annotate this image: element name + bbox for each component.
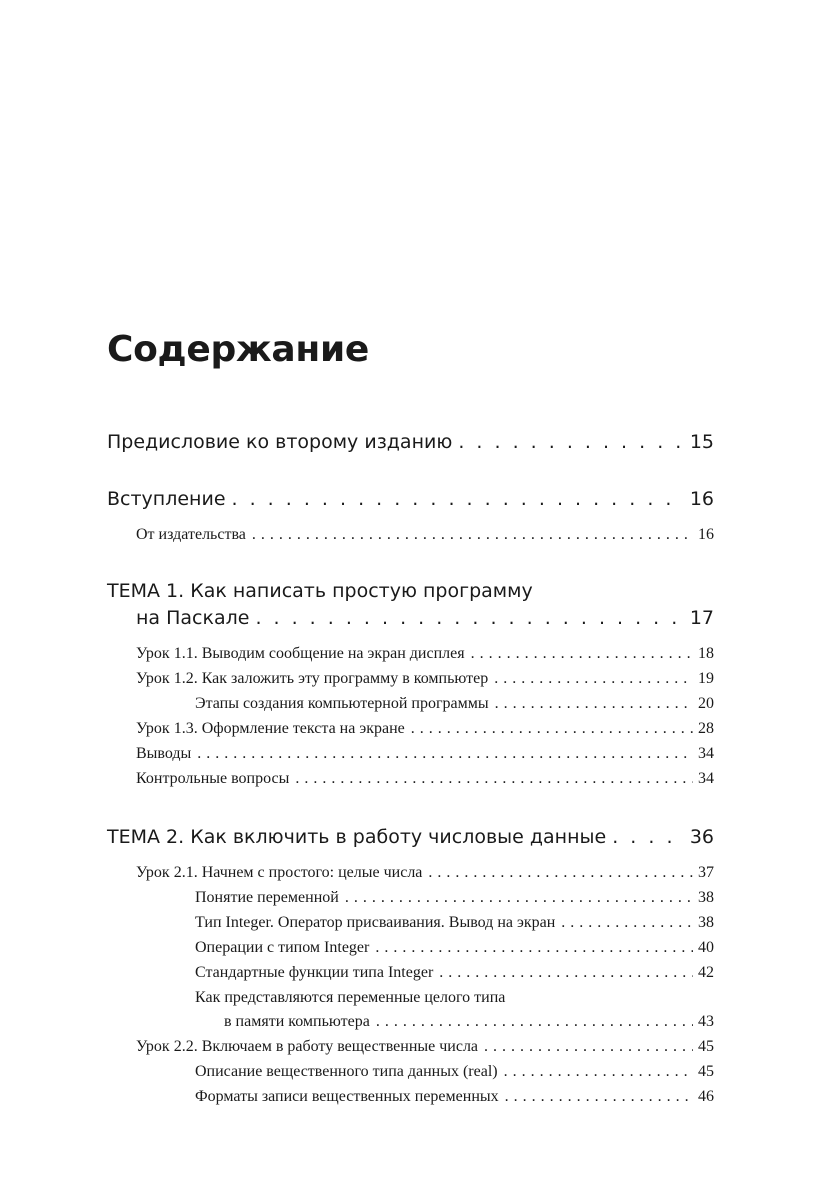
toc-entry-text: Понятие переменной (195, 889, 339, 906)
toc-page-number: 45 (698, 1063, 714, 1080)
toc-page-number: 17 (689, 607, 714, 629)
page-title: Содержание (107, 329, 370, 370)
toc-page-number: 16 (689, 488, 714, 510)
toc-leader-dots (255, 607, 684, 629)
toc-leader-dots (471, 645, 693, 663)
toc-page-number: 46 (698, 1088, 714, 1105)
toc-entry-text: Урок 1.2. Как заложить эту программу в компьютер (136, 670, 489, 687)
toc-page-number: 20 (698, 695, 714, 712)
toc-entry-variable-concept[interactable] (0, 889, 714, 907)
toc-entry-topic-1[interactable] (0, 607, 714, 629)
toc-leader-dots (252, 526, 693, 544)
toc-leader-dots (484, 1038, 693, 1056)
toc-leader-dots (439, 964, 693, 982)
toc-page-number: 34 (698, 770, 714, 787)
toc-entry-lesson-2-1[interactable] (0, 864, 714, 882)
toc-page-number: 37 (698, 864, 714, 881)
toc-page-number: 34 (698, 745, 714, 762)
toc-entry-real-type[interactable] (0, 1063, 714, 1081)
toc-entry-integer-functions[interactable] (0, 964, 714, 982)
toc-entry-publisher[interactable] (0, 526, 714, 544)
toc-page-number: 42 (698, 964, 714, 981)
toc-entry-text: Форматы записи вещественных переменных (195, 1088, 499, 1105)
toc-page-number: 28 (698, 720, 714, 737)
toc-leader-dots (295, 770, 693, 788)
toc-entry-text: Вступление (107, 488, 226, 510)
toc-page-number: 38 (698, 914, 714, 931)
toc-entry-integer-operations[interactable] (0, 939, 714, 957)
toc-entry-conclusions[interactable] (0, 745, 714, 763)
toc-entry-lesson-1-1[interactable] (0, 645, 714, 663)
toc-entry-text: Выводы (136, 745, 192, 762)
toc-entry-text: Урок 1.1. Выводим сообщение на экран дисплея (136, 645, 465, 662)
toc-page-number: 15 (689, 431, 714, 453)
toc-page-number: 43 (698, 1013, 714, 1030)
toc-leader-dots (428, 864, 693, 882)
toc-entry-text: Урок 1.3. Оформление текста на экране (136, 720, 405, 737)
toc-entry-integer-memory[interactable] (0, 1013, 714, 1031)
toc-entry-integer-type[interactable] (0, 914, 714, 932)
toc-leader-dots (458, 431, 684, 453)
toc-page-number: 36 (689, 826, 714, 848)
toc-page-number: 19 (698, 670, 714, 687)
toc-page-number: 16 (698, 526, 714, 543)
toc-leader-dots (375, 939, 693, 957)
toc-entry-introduction[interactable] (0, 488, 714, 510)
toc-integer-memory-line1[interactable]: Как представляются переменные целого типа (195, 989, 506, 1006)
toc-entry-text: Предисловие ко второму изданию (107, 431, 453, 453)
toc-entry-lesson-2-2[interactable] (0, 1038, 714, 1056)
toc-page-number: 45 (698, 1038, 714, 1055)
toc-entry-lesson-1-3[interactable] (0, 720, 714, 738)
toc-entry-text: на Паскале (136, 607, 250, 629)
toc-entry-topic-2[interactable] (0, 826, 714, 848)
toc-entry-text: в памяти компьютера (224, 1013, 370, 1030)
toc-entry-text: Операции с типом Integer (195, 939, 370, 956)
toc-entry-program-stages[interactable] (0, 695, 714, 713)
toc-leader-dots (494, 670, 693, 688)
toc-entry-text: Тип Integer. Оператор присваивания. Вывод на экран (195, 914, 556, 931)
toc-leader-dots (345, 889, 693, 907)
toc-entry-text: Контрольные вопросы (136, 770, 290, 787)
toc-page-number: 38 (698, 889, 714, 906)
toc-entry-text: Урок 2.2. Включаем в работу вещественные числа (136, 1038, 479, 1055)
toc-entry-text: Стандартные функции типа Integer (195, 964, 434, 981)
toc-entry-text: ТЕМА 2. Как включить в работу числовые данные (107, 826, 607, 848)
toc-leader-dots (197, 745, 693, 763)
toc-entry-text: Описание вещественного типа данных (real) (195, 1063, 498, 1080)
toc-entry-text: От издательства (136, 526, 246, 543)
toc-topic-1-title-line1[interactable]: ТЕМА 1. Как написать простую программу (107, 580, 533, 602)
toc-entry-text: Этапы создания компьютерной программы (195, 695, 489, 712)
toc-page-number: 40 (698, 939, 714, 956)
toc-entry-questions[interactable] (0, 770, 714, 788)
toc-entry-preface[interactable] (0, 431, 714, 453)
toc-page-number: 18 (698, 645, 714, 662)
toc-entry-lesson-1-2[interactable] (0, 670, 714, 688)
toc-entry-text: Урок 2.1. Начнем с простого: целые числа (136, 864, 423, 881)
toc-leader-dots (411, 720, 693, 738)
toc-leader-dots (232, 488, 685, 510)
toc-leader-dots (376, 1013, 693, 1031)
toc-leader-dots (612, 826, 685, 848)
toc-leader-dots (495, 695, 693, 713)
toc-leader-dots (505, 1088, 693, 1106)
toc-entry-real-formats[interactable] (0, 1088, 714, 1106)
toc-leader-dots (561, 914, 693, 932)
toc-leader-dots (504, 1063, 693, 1081)
